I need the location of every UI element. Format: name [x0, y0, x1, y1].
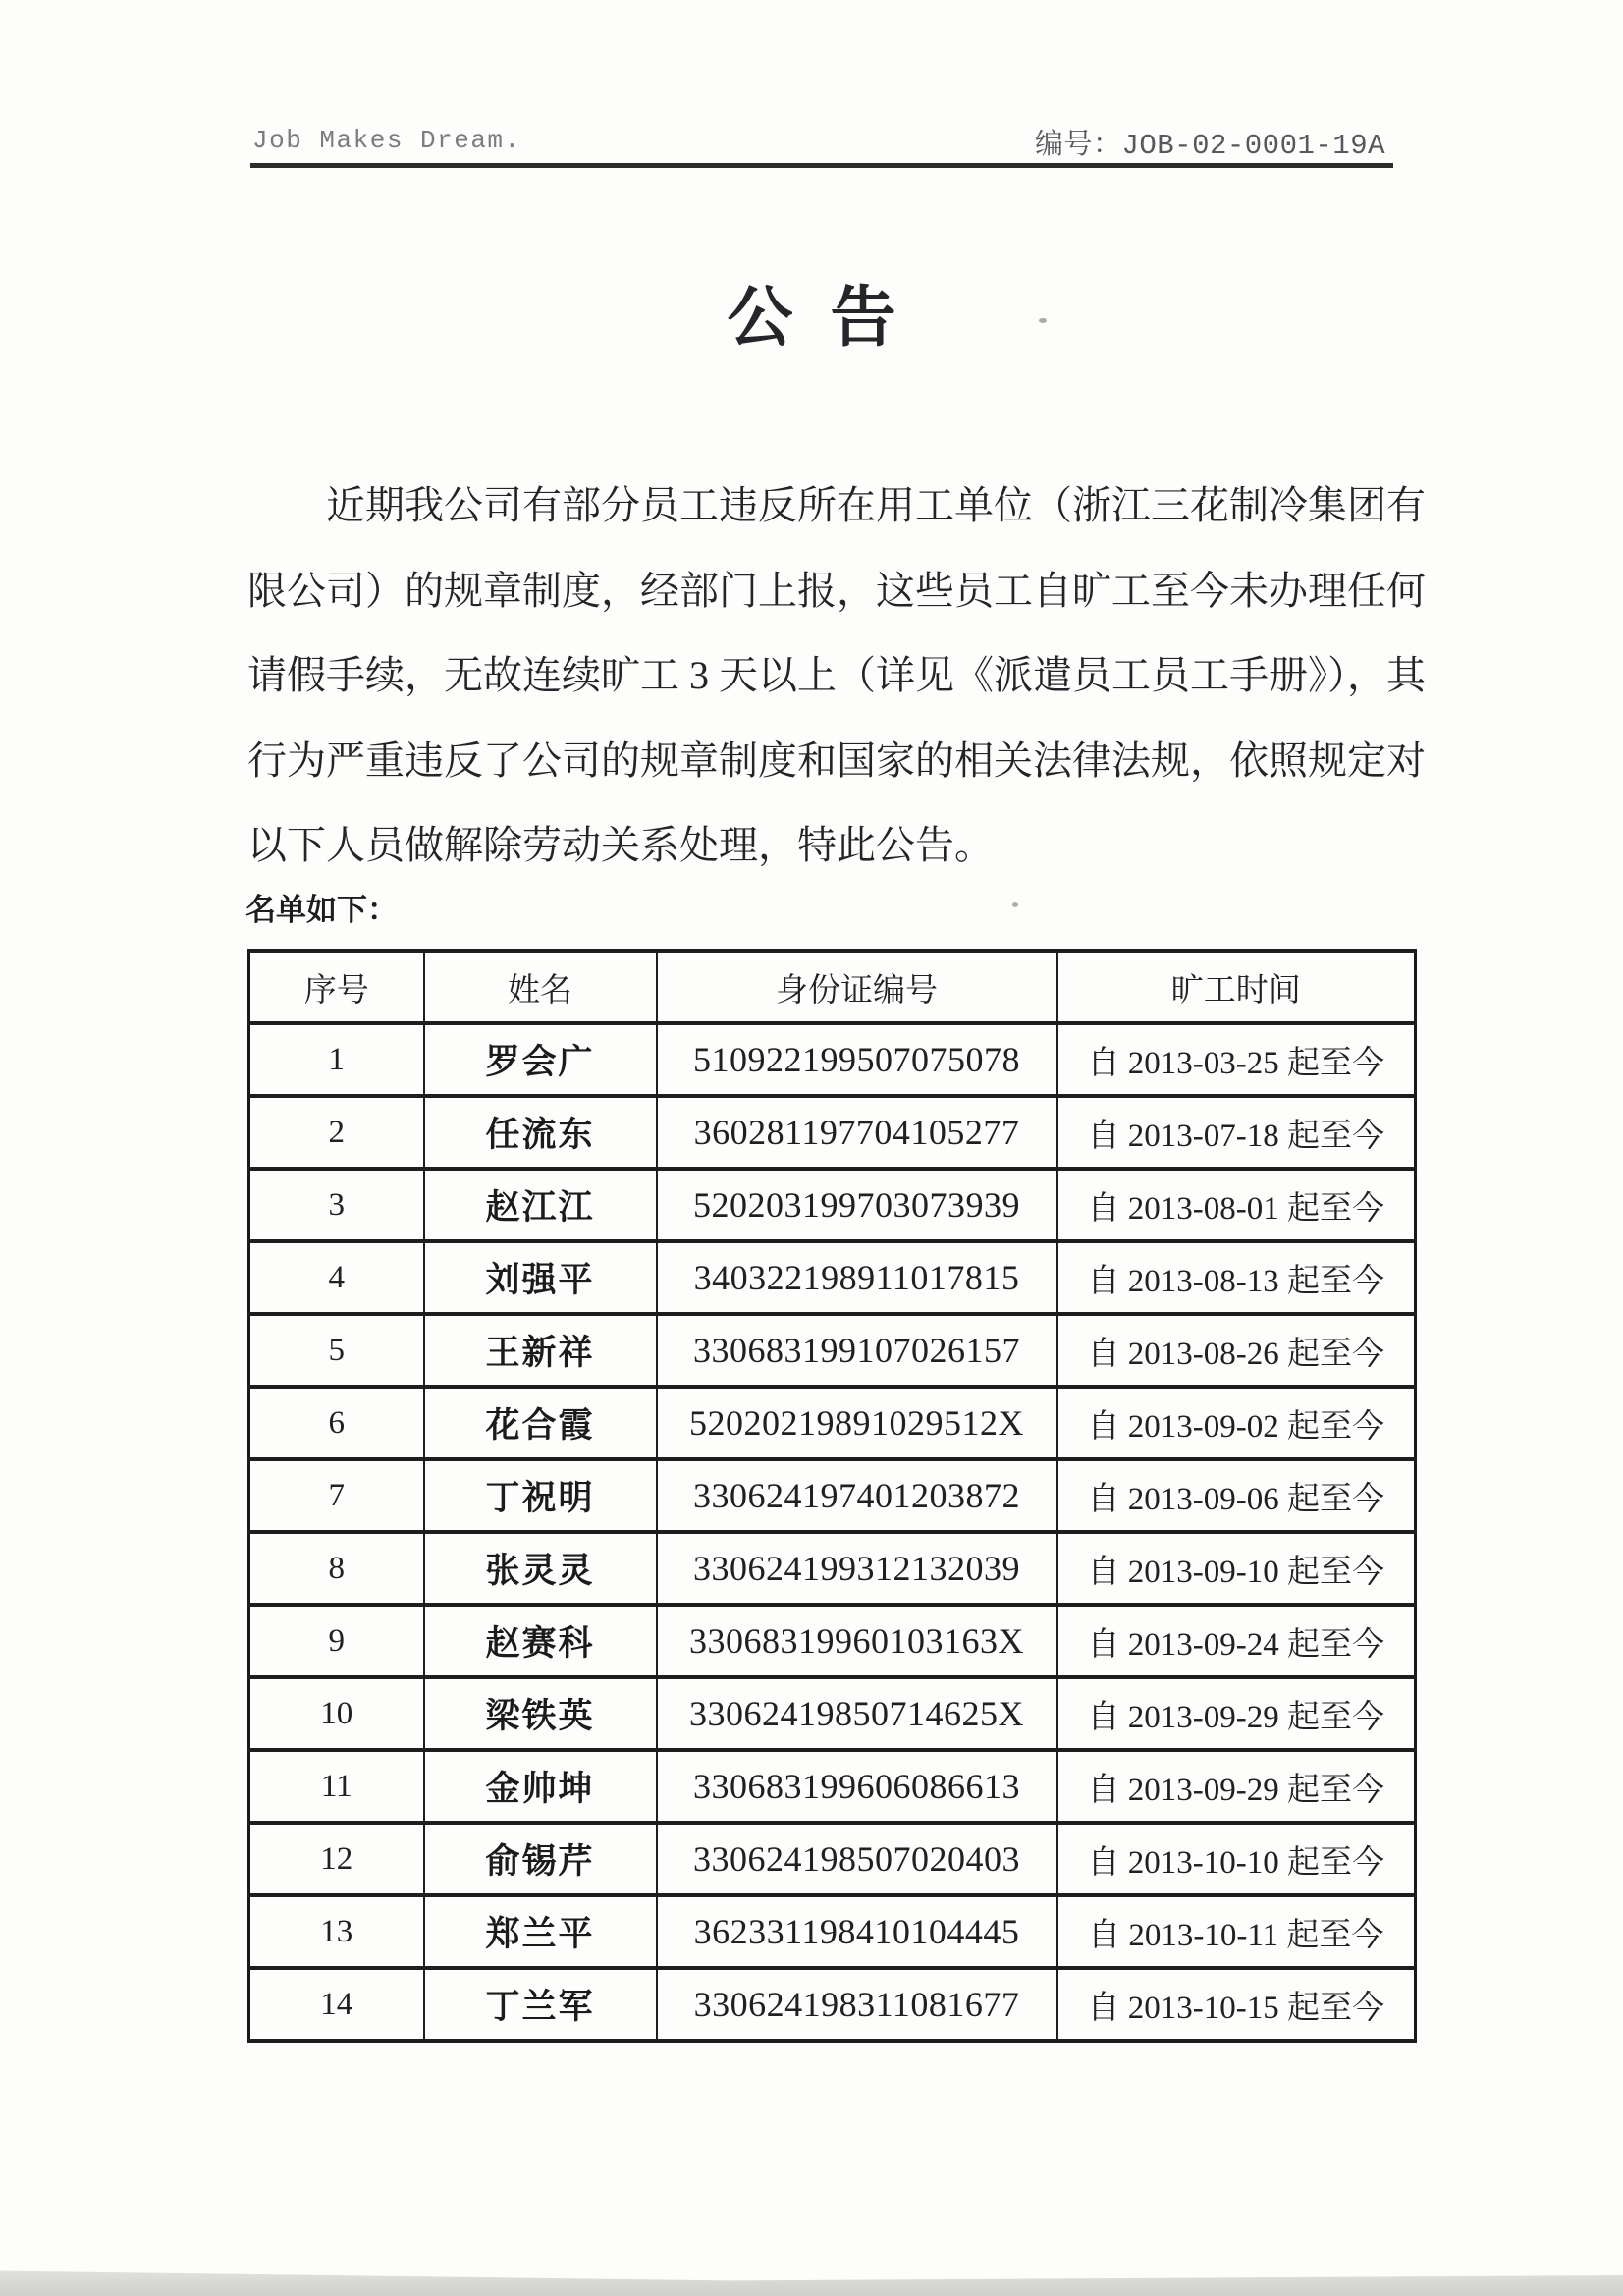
row-number-cell: 8: [249, 1532, 424, 1605]
header-id-number: 身份证编号: [657, 951, 1057, 1023]
table-row: [249, 1677, 1416, 1750]
row-number-cell: 9: [249, 1605, 424, 1677]
absence-period-cell: 自 2013-09-10 起至今: [1057, 1532, 1416, 1605]
body-line: 行为严重违反了公司的规章制度和国家的相关法律法规，依照规定对: [247, 738, 1426, 783]
absence-period-cell: 自 2013-09-24 起至今: [1057, 1605, 1416, 1677]
id-number-cell: 33068319960103163X: [657, 1605, 1057, 1677]
id-number-cell: 330624198311081677: [657, 1968, 1057, 2041]
document-number: 编号：JOB-02-0001-19A: [1034, 130, 1385, 162]
absence-period-cell: 自 2013-10-11 起至今: [1057, 1895, 1416, 1968]
row-number-cell: 4: [249, 1241, 424, 1314]
letterhead-rule: [250, 163, 1393, 168]
id-number-cell: 510922199507075078: [657, 1023, 1057, 1096]
name-cell: 花合霞: [424, 1387, 657, 1459]
letterhead-slogan: Job Makes Dream.: [252, 126, 521, 155]
list-label: 名单如下：: [245, 893, 398, 927]
scan-speck: [1039, 318, 1047, 323]
id-number-cell: 330624197401203872: [657, 1459, 1057, 1532]
name-cell: 丁祝明: [424, 1459, 657, 1532]
row-number-cell: 10: [249, 1677, 424, 1750]
header-name: 姓名: [424, 951, 657, 1023]
body-line: 近期我公司有部分员工违反所在用工单位（浙江三花制冷集团有: [326, 483, 1426, 527]
table-row: [249, 1169, 1416, 1241]
table-row: [249, 1314, 1416, 1387]
name-cell: 郑兰平: [424, 1895, 657, 1968]
name-cell: 梁铁英: [424, 1677, 657, 1750]
page-title: 公告: [727, 282, 934, 355]
name-cell: 罗会广: [424, 1023, 657, 1096]
row-number-cell: 13: [249, 1895, 424, 1968]
row-number-cell: 5: [249, 1314, 424, 1387]
absence-period-cell: 自 2013-03-25 起至今: [1057, 1023, 1416, 1096]
id-number-cell: 520203199703073939: [657, 1169, 1057, 1241]
body-line: 请假手续，无故连续旷工 3 天以上（详见《派遣员工员工手册》），其: [247, 653, 1426, 697]
absence-period-cell: 自 2013-08-26 起至今: [1057, 1314, 1416, 1387]
scan-speck: [1012, 902, 1018, 907]
name-cell: 赵江江: [424, 1169, 657, 1241]
table-row: [249, 1459, 1416, 1532]
absence-period-cell: 自 2013-10-15 起至今: [1057, 1968, 1416, 2041]
row-number-cell: 6: [249, 1387, 424, 1459]
table-header-row: [249, 951, 1416, 1023]
table-row: [249, 1387, 1416, 1459]
name-cell: 任流东: [424, 1096, 657, 1169]
absence-period-cell: 自 2013-08-01 起至今: [1057, 1169, 1416, 1241]
page-bottom-scan-shadow: [0, 2267, 1623, 2296]
name-cell: 赵赛科: [424, 1605, 657, 1677]
name-cell: 丁兰军: [424, 1968, 657, 2041]
id-number-cell: 330624199312132039: [657, 1532, 1057, 1605]
table-row: [249, 1023, 1416, 1096]
table-row: [249, 1241, 1416, 1314]
row-number-cell: 14: [249, 1968, 424, 2041]
table-row: [249, 1895, 1416, 1968]
id-number-cell: 330683199107026157: [657, 1314, 1057, 1387]
absence-period-cell: 自 2013-09-02 起至今: [1057, 1387, 1416, 1459]
absence-period-cell: 自 2013-10-10 起至今: [1057, 1823, 1416, 1895]
row-number-cell: 11: [249, 1750, 424, 1823]
row-number-cell: 7: [249, 1459, 424, 1532]
id-number-cell: 360281197704105277: [657, 1096, 1057, 1169]
id-number-cell: 362331198410104445: [657, 1895, 1057, 1968]
name-cell: 刘强平: [424, 1241, 657, 1314]
table-row: [249, 1968, 1416, 2041]
name-cell: 俞锡芹: [424, 1823, 657, 1895]
id-number-cell: 33062419850714625X: [657, 1677, 1057, 1750]
table-row: [249, 1605, 1416, 1677]
absence-period-cell: 自 2013-07-18 起至今: [1057, 1096, 1416, 1169]
announcement-body: [247, 464, 1426, 889]
absence-period-cell: 自 2013-09-06 起至今: [1057, 1459, 1416, 1532]
id-number-cell: 330624198507020403: [657, 1823, 1057, 1895]
header-absence: 旷工时间: [1057, 951, 1416, 1023]
absence-period-cell: 自 2013-08-13 起至今: [1057, 1241, 1416, 1314]
id-number-cell: 52020219891029512X: [657, 1387, 1057, 1459]
absence-period-cell: 自 2013-09-29 起至今: [1057, 1677, 1416, 1750]
header-index: 序号: [249, 951, 424, 1023]
body-line: 以下人员做解除劳动关系处理，特此公告。: [247, 823, 994, 867]
body-line: 限公司）的规章制度，经部门上报，这些员工自旷工至今未办理任何: [247, 568, 1426, 613]
table-row: [249, 1750, 1416, 1823]
table-row: [249, 1532, 1416, 1605]
dismissal-roster-table: [247, 949, 1417, 2043]
row-number-cell: 12: [249, 1823, 424, 1895]
id-number-cell: 340322198911017815: [657, 1241, 1057, 1314]
row-number-cell: 3: [249, 1169, 424, 1241]
id-number-cell: 330683199606086613: [657, 1750, 1057, 1823]
row-number-cell: 2: [249, 1096, 424, 1169]
table-row: [249, 1823, 1416, 1895]
name-cell: 张灵灵: [424, 1532, 657, 1605]
row-number-cell: 1: [249, 1023, 424, 1096]
name-cell: 王新祥: [424, 1314, 657, 1387]
absence-period-cell: 自 2013-09-29 起至今: [1057, 1750, 1416, 1823]
name-cell: 金帅坤: [424, 1750, 657, 1823]
table-row: [249, 1096, 1416, 1169]
